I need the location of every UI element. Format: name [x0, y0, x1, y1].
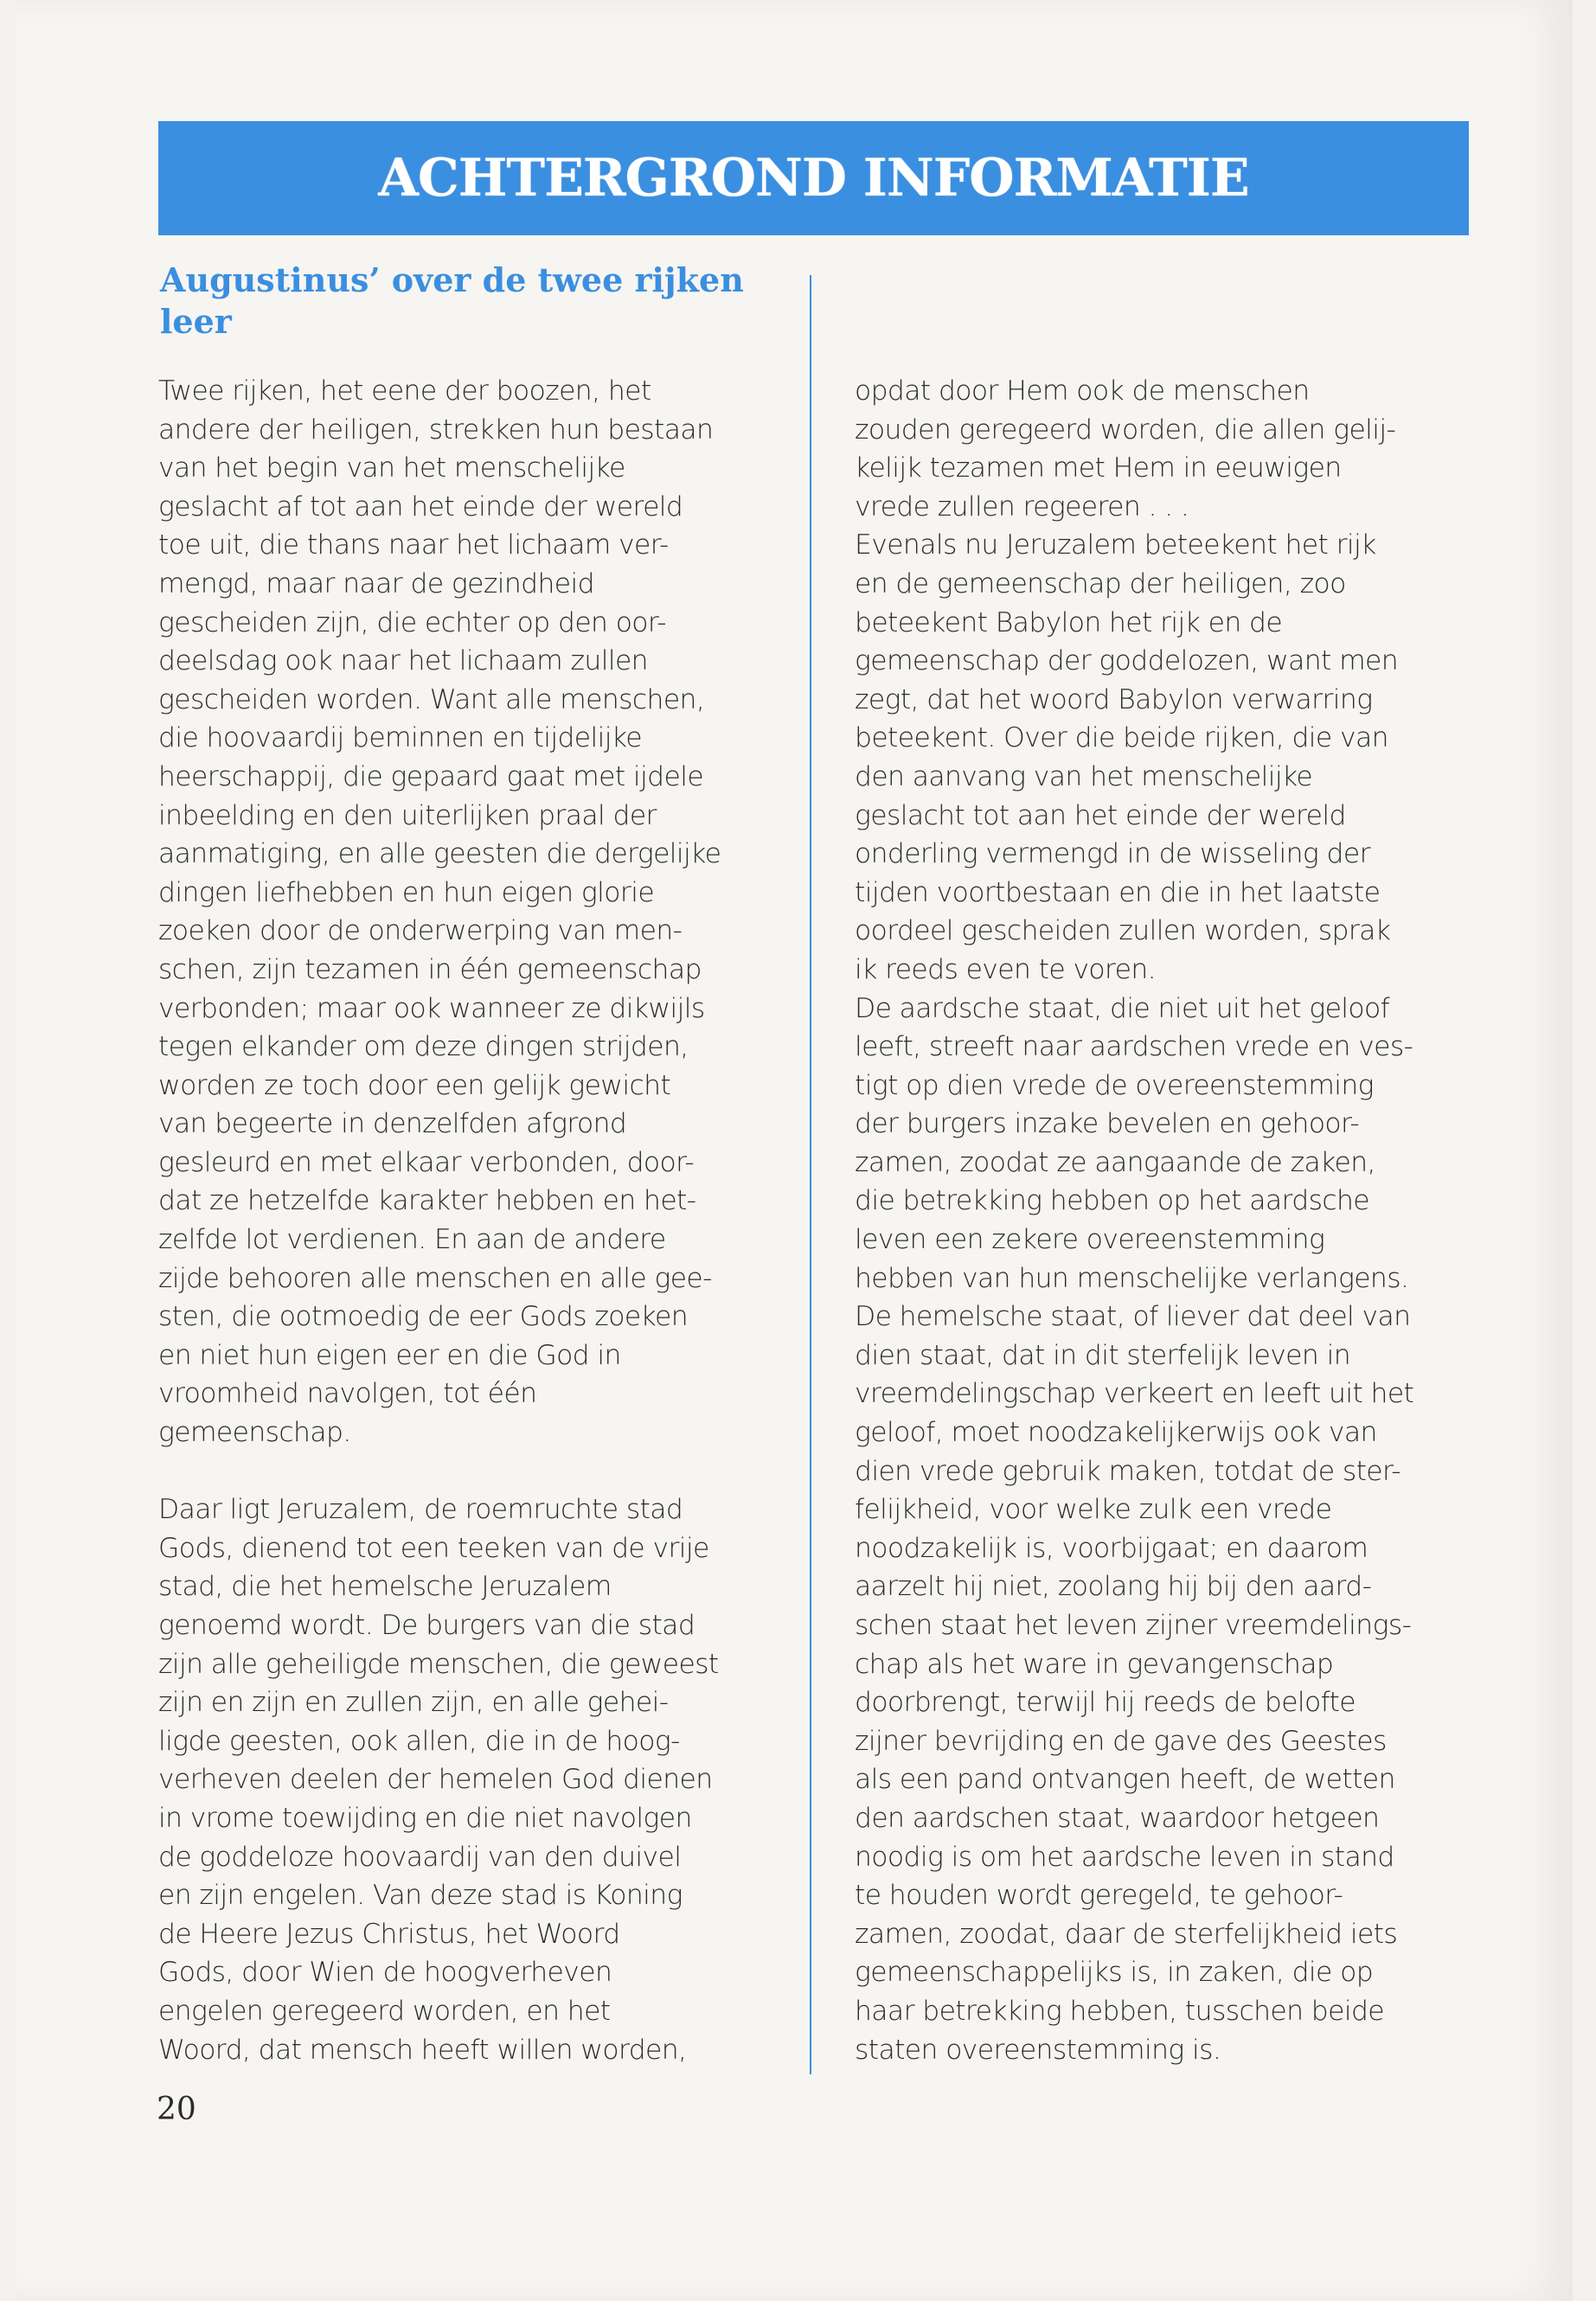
text-line: deelsdag ook naar het lichaam zullen — [158, 645, 648, 677]
text-line: vreemdelingschap verkeert en leeft uit het — [855, 1378, 1414, 1410]
paragraph — [855, 372, 1460, 2069]
article-heading-line: Augustinus’ over de twee rijken — [160, 260, 744, 299]
text-line: De aardsche staat, die niet uit het geloof — [855, 992, 1390, 1024]
text-line: tijden voortbestaan en die in het laatste — [855, 876, 1381, 908]
text-line: zijde behooren alle menschen en alle gee- — [158, 1262, 712, 1294]
article-heading-line: leer — [160, 302, 232, 341]
text-line: worden ze toch door een gelijk gewicht — [158, 1069, 671, 1101]
text-line: zamen, zoodat ze aangaande de zaken, — [855, 1146, 1375, 1178]
left-column — [158, 372, 781, 2069]
text-line: inbeelding en den uiterlijken praal der — [158, 799, 657, 831]
text-line: dien staat, dat in dit sterfelijk leven in — [855, 1339, 1350, 1371]
text-line: aarzelt hij niet, zoolang hij bij den aard- — [855, 1571, 1372, 1603]
text-line: geslacht tot aan het einde der wereld — [855, 799, 1346, 831]
text-line: sten, die ootmoedig de eer Gods zoeken — [158, 1301, 689, 1333]
text-line: zouden geregeerd worden, die allen gelij- — [855, 413, 1396, 445]
text-line: de goddeloze hoovaardij van den duivel — [158, 1841, 682, 1873]
text-line: zijn alle geheiligde menschen, die geweest — [158, 1648, 719, 1680]
text-line: felijkheid, voor welke zulk een vrede — [855, 1494, 1332, 1526]
text-line: zelfde lot verdienen. En aan de andere — [158, 1224, 666, 1256]
text-line: engelen geregeerd worden, en het — [158, 1995, 611, 2027]
article-heading — [160, 260, 783, 343]
text-line: als een pand ontvangen heeft, de wetten — [855, 1764, 1395, 1796]
text-line: Twee rijken, het eene der boozen, het — [158, 375, 651, 407]
text-line: verbonden; maar ook wanneer ze dikwijls — [158, 992, 705, 1024]
text-line: die betrekking hebben op het aardsche — [855, 1185, 1370, 1217]
text-line: hebben van hun menschelijke verlangens. — [855, 1262, 1409, 1294]
text-line: gemeenschap der goddelozen, want men — [855, 645, 1399, 677]
text-line: beteekent. Over die beide rijken, die van — [855, 722, 1388, 754]
paragraph — [158, 1490, 781, 2069]
text-line: en niet hun eigen eer en die God in — [158, 1339, 621, 1371]
text-line: den aardschen staat, waardoor hetgeen — [855, 1802, 1380, 1834]
paragraph-gap — [158, 1452, 781, 1491]
text-line: zijn en zijn en zullen zijn, en alle gehei- — [158, 1687, 669, 1719]
text-line: die hoovaardij beminnen en tijdelijke — [158, 722, 643, 754]
text-line: van het begin van het menschelijke — [158, 452, 625, 484]
text-line: geloof, moet noodzakelijkerwijs ook van — [855, 1417, 1377, 1449]
text-line: tigt op dien vrede de overeenstemming — [855, 1069, 1374, 1101]
text-line: Woord, dat mensch heeft willen worden, — [158, 2034, 687, 2066]
text-line: vrede zullen regeeren . . . — [855, 490, 1189, 522]
text-line: dat ze hetzelfde karakter hebben en het- — [158, 1185, 696, 1217]
text-line: aanmatiging, en alle geesten die dergelijke — [158, 838, 721, 870]
text-line: ligde geesten, ook allen, die in de hoog- — [158, 1725, 680, 1757]
text-line: zijner bevrijding en de gave des Geestes — [855, 1725, 1387, 1757]
text-line: de Heere Jezus Christus, het Woord — [158, 1918, 620, 1950]
text-line: Gods, dienend tot een teeken van de vrije — [158, 1532, 709, 1564]
text-line: dingen liefhebben en hun eigen glorie — [158, 876, 655, 908]
text-line: geslacht af tot aan het einde der wereld — [158, 490, 683, 522]
text-line: andere der heiligen, strekken hun bestaan — [158, 413, 714, 445]
text-line: te houden wordt geregeld, te gehoor- — [855, 1880, 1343, 1912]
text-line: in vrome toewijding en die niet navolgen — [158, 1802, 692, 1834]
text-line: De hemelsche staat, of liever dat deel van — [855, 1301, 1411, 1333]
text-line: noodig is om het aardsche leven in stand — [855, 1841, 1394, 1873]
text-line: heerschappij, die gepaard gaat met ijdele — [158, 760, 704, 792]
text-line: leeft, streeft naar aardschen vrede en ves- — [855, 1031, 1413, 1063]
right-column — [855, 372, 1460, 2069]
text-line: vroomheid navolgen, tot één — [158, 1378, 537, 1410]
text-line: en de gemeenschap der heiligen, zoo — [855, 567, 1346, 599]
text-line: haar betrekking hebben, tusschen beide — [855, 1995, 1384, 2027]
text-line: zegt, dat het woord Babylon verwarring — [855, 683, 1373, 715]
text-line: gemeenschap. — [158, 1417, 351, 1449]
text-line: genoemd wordt. De burgers van die stad — [158, 1610, 695, 1641]
text-line: opdat door Hem ook de menschen — [855, 375, 1310, 407]
text-line: den aanvang van het menschelijke — [855, 760, 1313, 792]
text-line: van begeerte in denzelfden afgrond — [158, 1108, 627, 1140]
text-line: gescheiden zijn, die echter op den oor- — [158, 606, 666, 638]
text-line: onderling vermengd in de wisseling der — [855, 838, 1370, 870]
text-line: mengd, maar naar de gezindheid — [158, 567, 594, 599]
paragraph — [158, 372, 781, 1452]
text-line: Gods, door Wien de hoogverheven — [158, 1957, 612, 1989]
text-line: verheven deelen der hemelen God dienen — [158, 1764, 713, 1796]
text-line: zamen, zoodat, daar de sterfelijkheid iets — [855, 1918, 1398, 1950]
text-line: oordeel gescheiden zullen worden, sprak — [855, 915, 1391, 947]
column-divider — [810, 275, 811, 2074]
page-number: 20 — [157, 2092, 196, 2127]
text-line: en zijn engelen. Van deze stad is Koning — [158, 1880, 683, 1912]
page — [16, 0, 1573, 2301]
text-line: dien vrede gebruik maken, totdat de ster- — [855, 1455, 1401, 1487]
text-line: toe uit, die thans naar het lichaam ver- — [158, 529, 669, 561]
section-banner — [158, 121, 1469, 235]
text-line: doorbrengt, terwijl hij reeds de belofte — [855, 1687, 1356, 1719]
text-line: gesleurd en met elkaar verbonden, door- — [158, 1146, 695, 1178]
text-line: gemeenschappelijks is, in zaken, die op — [855, 1957, 1374, 1989]
text-line: schen, zijn tezamen in één gemeenschap — [158, 953, 702, 985]
text-line: gescheiden worden. Want alle menschen, — [158, 683, 705, 715]
text-line: tegen elkander om deze dingen strijden, — [158, 1031, 689, 1063]
banner-title: ACHTERGROND INFORMATIE — [378, 148, 1249, 208]
text-line: Daar ligt Jeruzalem, de roemruchte stad — [158, 1494, 683, 1526]
text-line: Evenals nu Jeruzalem beteekent het rijk — [855, 529, 1376, 561]
text-line: staten overeenstemming is. — [855, 2034, 1221, 2066]
text-line: der burgers inzake bevelen en gehoor- — [855, 1108, 1360, 1140]
text-line: noodzakelijk is, voorbijgaat; en daarom — [855, 1532, 1368, 1564]
text-line: zoeken door de onderwerping van men- — [158, 915, 683, 947]
text-line: ik reeds even te voren. — [855, 953, 1157, 985]
text-line: schen staat het leven zijner vreemdelings- — [855, 1610, 1412, 1641]
text-line: chap als het ware in gevangenschap — [855, 1648, 1334, 1680]
text-line: leven een zekere overeenstemming — [855, 1224, 1325, 1256]
text-line: stad, die het hemelsche Jeruzalem — [158, 1571, 612, 1603]
text-line: beteekent Babylon het rijk en de — [855, 606, 1283, 638]
text-line: kelijk tezamen met Hem in eeuwigen — [855, 452, 1342, 484]
